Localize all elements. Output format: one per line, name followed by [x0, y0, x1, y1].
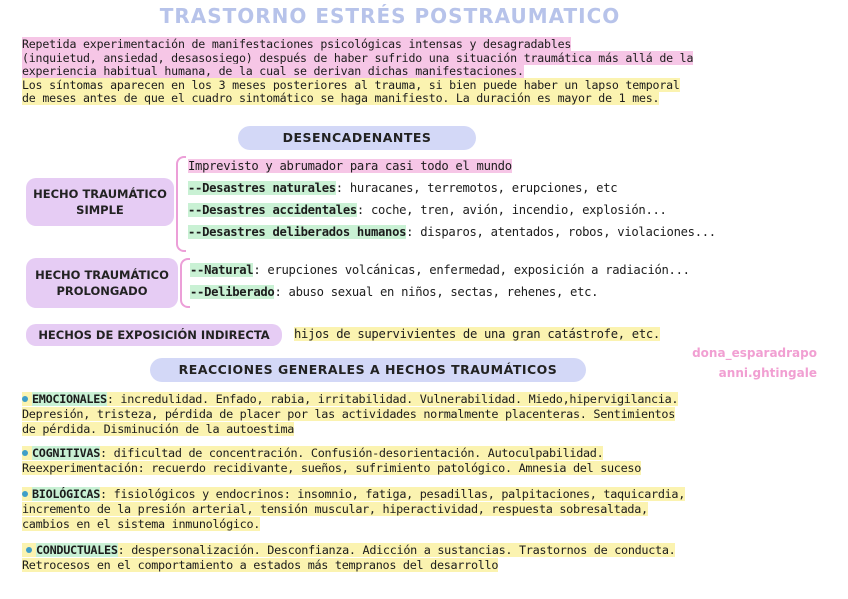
prolongado-item-2-text: : abuso sexual en niños, sectas, rehenes, etc. [274, 285, 599, 299]
emocionales-line-3: de pérdida. Disminución de la autoestima [22, 422, 295, 436]
simple-lead-text: Imprevisto y abrumador para casi todo el mundo [188, 159, 512, 173]
intro-paragraph [22, 38, 822, 106]
bullet-icon [26, 547, 32, 553]
simple-item-3-text: : disparos, atentados, robos, violaciones... [406, 225, 716, 239]
indirecta-line [294, 326, 660, 342]
bullet-icon [22, 396, 28, 402]
hecho-simple-box [26, 178, 174, 226]
emocionales-line-2: Depresión, tristeza, pérdida de placer por las actividades normalmente placenteras. Sentimientos [22, 407, 676, 421]
reacciones-heading: REACCIONES GENERALES A HECHOS TRAUMÁTICOS [150, 358, 586, 382]
simple-item-2-text: : coche, tren, avión, incendio, explosión... [356, 203, 667, 217]
simple-item-3 [188, 224, 716, 240]
emocionales-line-1: : incredulidad. Enfado, rabia, irritabilidad. Vulnerabilidad. Miedo,hipervigilancia. [106, 392, 679, 406]
indirecta-box: HECHOS DE EXPOSICIÓN INDIRECTA [26, 324, 282, 346]
prolongado-item-2-key: --Deliberado [190, 285, 275, 299]
indirecta-text: hijos de supervivientes de una gran catástrofe, etc. [294, 327, 660, 341]
prolongado-item-1-text: : erupciones volcánicas, enfermedad, exposición a radiación... [253, 263, 690, 277]
reaccion-biologicas [22, 487, 832, 532]
bullet-icon [22, 491, 28, 497]
desencadenantes-heading: DESENCADENANTES [238, 126, 476, 150]
conductuales-key: CONDUCTUALES [36, 543, 118, 557]
watermark-line-2: anni.ghtingale [718, 366, 817, 380]
simple-lead [188, 158, 512, 174]
hecho-simple-label-1: HECHO TRAUMÁTICO [33, 187, 167, 201]
page-title: TRASTORNO ESTRÉS POSTRAUMATICO [159, 4, 621, 28]
reaccion-cognitivas [22, 446, 832, 476]
biologicas-key: BIOLÓGICAS [32, 487, 101, 501]
simple-item-3-key: --Desastres deliberados humanos [188, 225, 407, 239]
prolongado-item-1-key: --Natural [190, 263, 254, 277]
intro-line-3: experiencia habitual humana, de la cual se derivan dichas manifestaciones. [22, 64, 524, 78]
cognitivas-line-1: : dificultad de concentración. Confusión-desorientación. Autoculpabilidad. [100, 446, 604, 460]
conductuales-line-1: : despersonalización. Desconfianza. Adicción a sustancias. Trastornos de conducta. [117, 543, 676, 557]
bullet-icon [22, 450, 28, 456]
cognitivas-line-2: Reexperimentación: recuerdo recidivante, sueños, sufrimiento patológico. Amnesia del suceso [22, 461, 642, 475]
intro-line-1: Repetida experimentación de manifestaciones psicológicas intensas y desagradables [22, 37, 572, 51]
watermark-line-1: dona_esparadrapo [692, 346, 817, 360]
simple-item-2-key: --Desastres accidentales [188, 203, 357, 217]
intro-line-5: de meses antes de que el cuadro sintomático se haga manifiesto. La duración es mayor de 1 mes. [22, 91, 660, 105]
biologicas-line-2: incremento de la presión arterial, tensión muscular, hiperactividad, respuesta sobresaltada, [22, 502, 648, 516]
biologicas-line-1: : fisiológicos y endocrinos: insomnio, fatiga, pesadillas, palpitaciones, taquicardia, [100, 487, 686, 501]
biologicas-line-3: cambios en el sistema inmunológico. [22, 517, 261, 531]
prolongado-item-1 [190, 262, 690, 278]
reaccion-emocionales [22, 392, 832, 437]
simple-item-1-text: : huracanes, terremotos, erupciones, etc [335, 181, 618, 195]
hecho-prolongado-label-1: HECHO TRAUMÁTICO [35, 268, 169, 282]
hecho-prolongado-label-2: PROLONGADO [56, 284, 148, 298]
simple-item-1 [188, 180, 617, 196]
hecho-prolongado-box [26, 258, 178, 308]
cognitivas-key: COGNITIVAS [32, 446, 101, 460]
simple-item-2 [188, 202, 667, 218]
hecho-simple-label-2: SIMPLE [76, 203, 124, 217]
simple-brace [176, 156, 186, 252]
prolongado-item-2 [190, 284, 598, 300]
prolongado-brace [180, 258, 190, 308]
conductuales-line-2: Retrocesos en el comportamiento a estados más tempranos del desarrollo [22, 558, 499, 572]
intro-line-4: Los síntomas aparecen en los 3 meses posteriores al trauma, si bien puede haber un lapso temporal [22, 77, 680, 92]
simple-item-1-key: --Desastres naturales [188, 181, 336, 195]
reaccion-conductuales [22, 543, 832, 573]
emocionales-key: EMOCIONALES [32, 392, 107, 406]
intro-line-2: (inquietud, ansiedad, desasosiego) después de haber sufrido una situación traumática más allá de la [22, 50, 694, 65]
